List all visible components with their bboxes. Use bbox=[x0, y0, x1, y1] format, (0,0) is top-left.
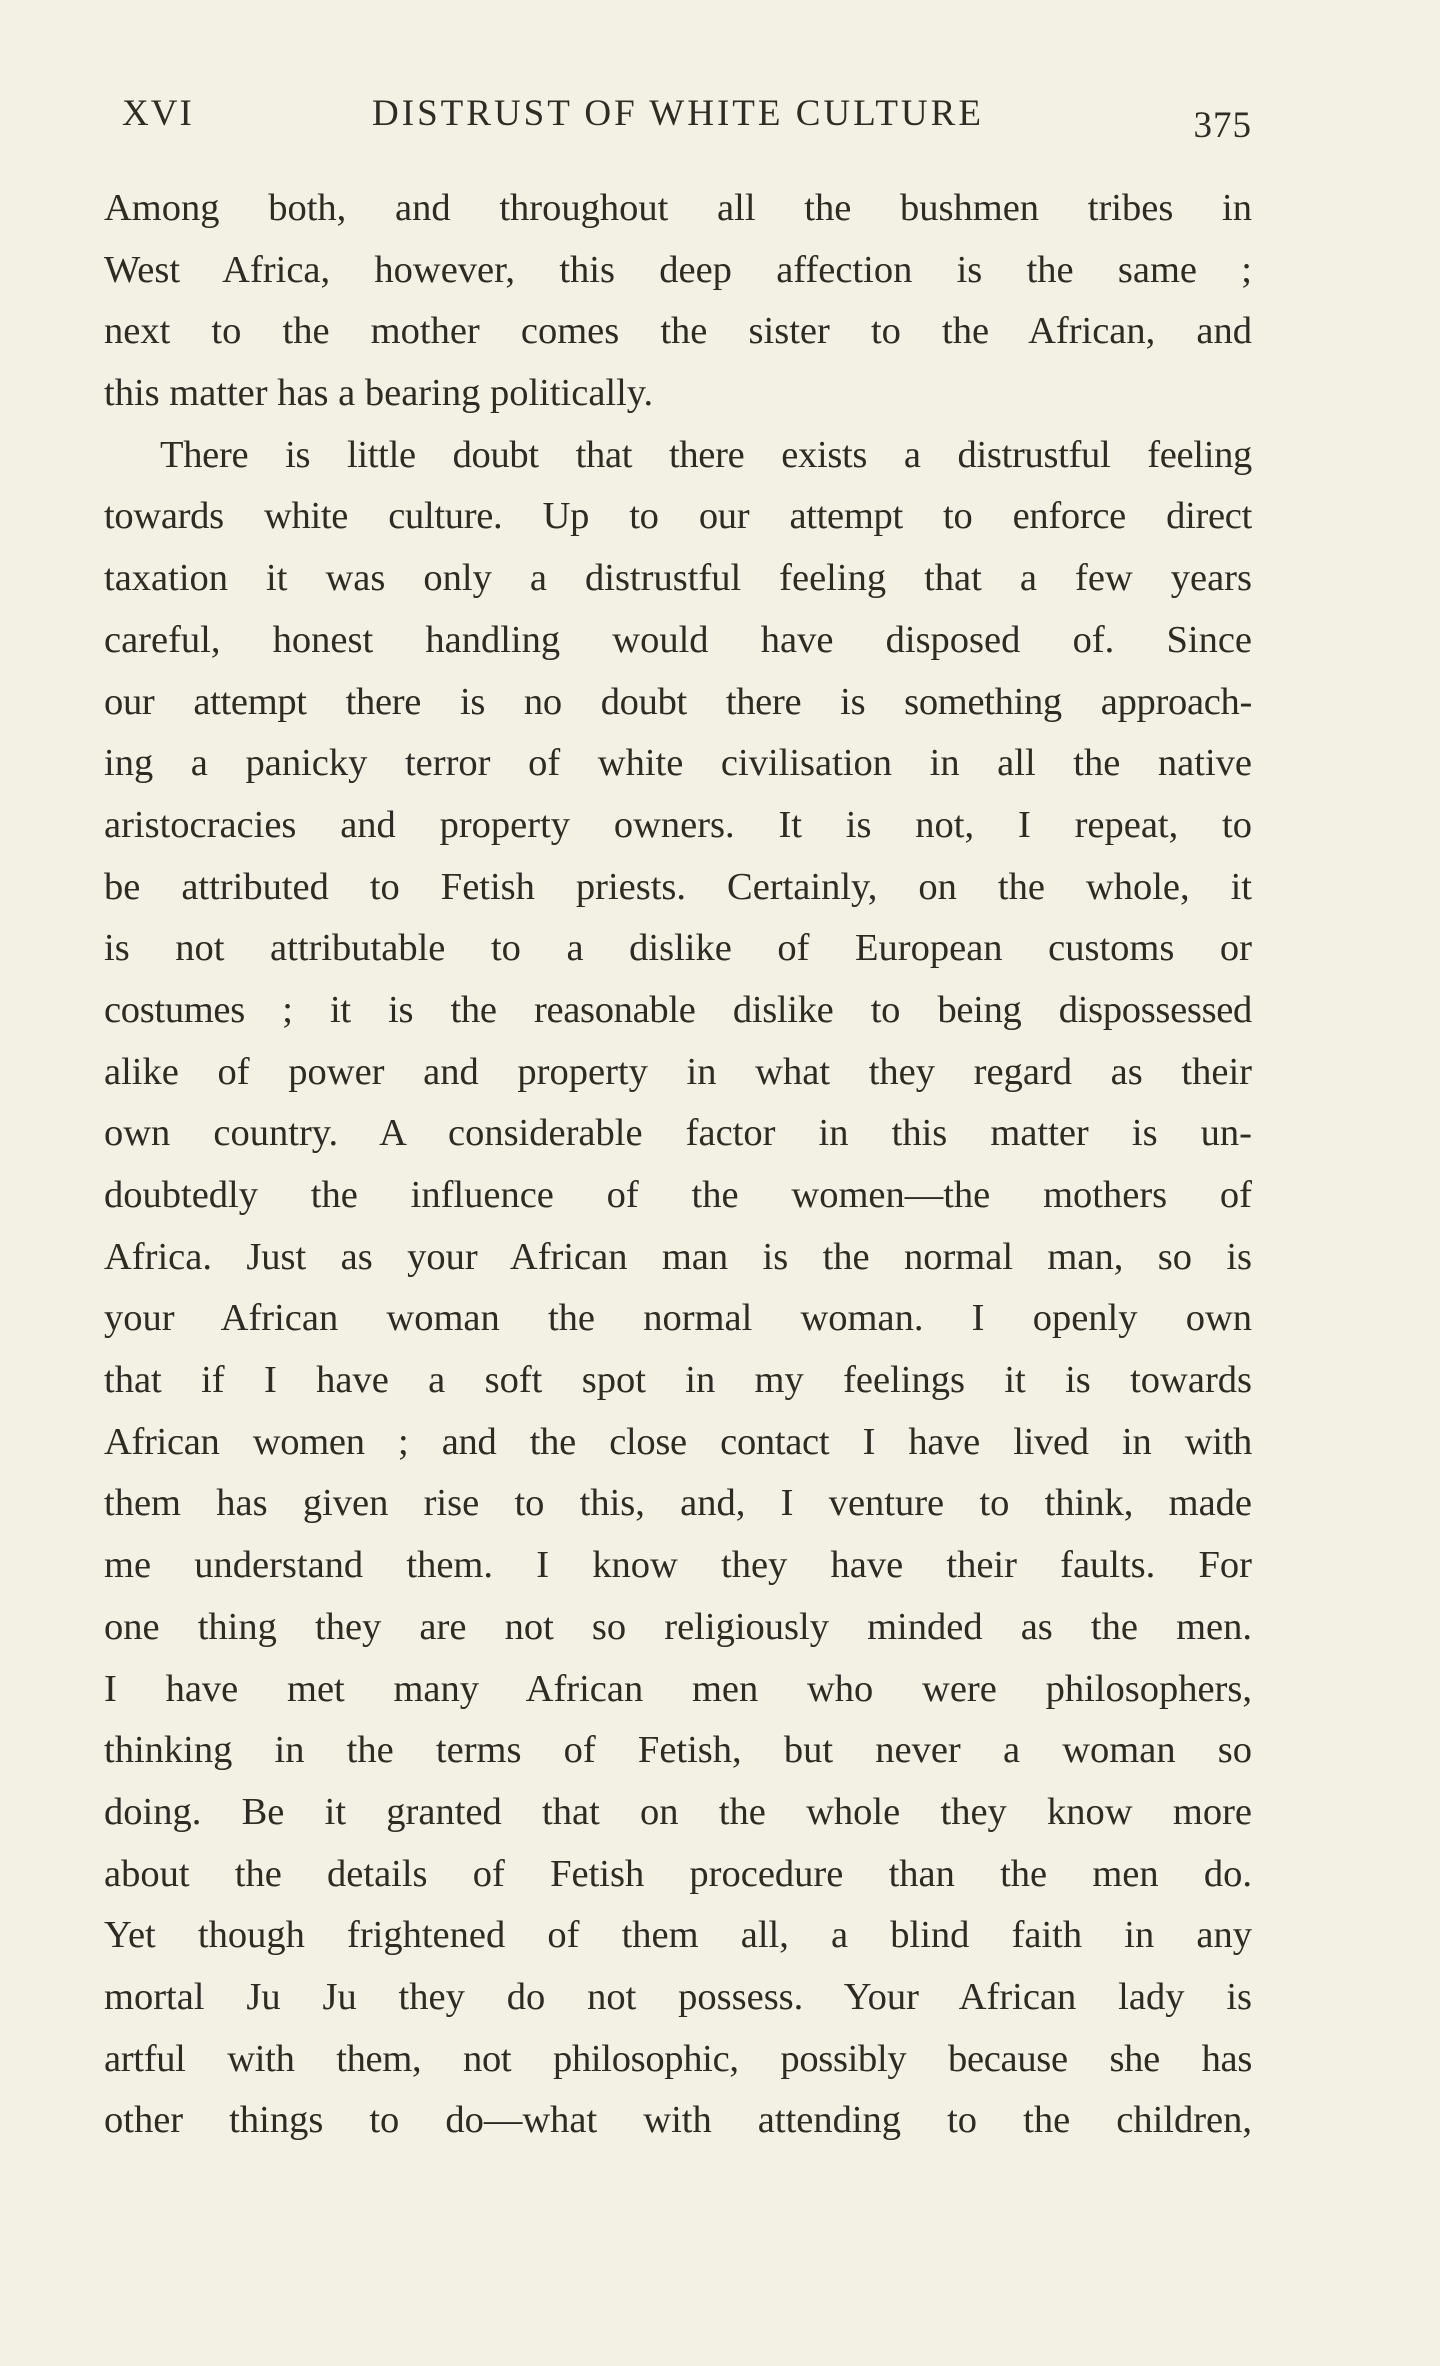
body-text bbox=[104, 178, 1252, 2152]
text-line: doing. Be it granted that on the whole they know more bbox=[104, 1790, 1252, 1833]
text-line: careful, honest handling would have disposed of. Since bbox=[104, 618, 1252, 661]
text-line: next to the mother comes the sister to the African, and bbox=[104, 310, 1252, 353]
text-line: one thing they are not so religiously minded as the men. bbox=[104, 1605, 1252, 1648]
text-line: towards white culture. Up to our attempt to enforce direct bbox=[104, 495, 1252, 538]
text-line: alike of power and property in what they regard as their bbox=[104, 1050, 1252, 1093]
paragraph-first-line: There is little doubt that there exists a distrustful feeling bbox=[160, 433, 1252, 476]
text-line: other things to do—what with attending to the children, bbox=[104, 2099, 1252, 2142]
text-line: own country. A considerable factor in this matter is un- bbox=[104, 1112, 1252, 1155]
text-line: Among both, and throughout all the bushmen tribes in bbox=[104, 187, 1252, 229]
text-line: me understand them. I know they have their faults. For bbox=[104, 1544, 1252, 1587]
chapter-title: DISTRUST OF WHITE CULTURE bbox=[372, 93, 984, 134]
text-line: doubtedly the influence of the women—the mothers of bbox=[104, 1174, 1252, 1216]
text-line: our attempt there is no doubt there is something approach- bbox=[104, 680, 1252, 723]
text-line: that if I have a soft spot in my feelings it is towards bbox=[104, 1359, 1252, 1402]
text-line: them has given rise to this, and, I venture to think, made bbox=[104, 1482, 1252, 1525]
text-line: thinking in the terms of Fetish, but never a woman so bbox=[104, 1729, 1252, 1772]
text-line: ing a panicky terror of white civilisation in all the native bbox=[104, 742, 1252, 785]
text-line: costumes ; it is the reasonable dislike to being dispossessed bbox=[104, 988, 1252, 1031]
text-line: be attributed to Fetish priests. Certainly, on the whole, it bbox=[104, 865, 1252, 908]
text-line: about the details of Fetish procedure than the men do. bbox=[104, 1852, 1252, 1895]
text-line: I have met many African men who were philosophers, bbox=[104, 1667, 1252, 1710]
text-line: African women ; and the close contact I have lived in with bbox=[104, 1420, 1252, 1463]
text-line: aristocracies and property owners. It is not, I repeat, to bbox=[104, 803, 1252, 846]
text-line: West Africa, however, this deep affection is the same ; bbox=[104, 248, 1252, 291]
text-line: is not attributable to a dislike of European customs or bbox=[104, 927, 1252, 970]
text-line: this matter has a bearing politically. bbox=[104, 372, 654, 415]
text-line: your African woman the normal woman. I openly own bbox=[104, 1297, 1252, 1340]
text-line: mortal Ju Ju they do not possess. Your African lady is bbox=[104, 1975, 1252, 2018]
chapter-number: XVI bbox=[122, 93, 194, 134]
text-line: Africa. Just as your African man is the normal man, so is bbox=[104, 1235, 1252, 1278]
text-line: taxation it was only a distrustful feeling that a few years bbox=[104, 557, 1252, 600]
page-number: 375 bbox=[1193, 105, 1252, 146]
running-head bbox=[104, 92, 1252, 146]
text-line: artful with them, not philosophic, possibly because she has bbox=[104, 2037, 1252, 2080]
text-line: Yet though frightened of them all, a blind faith in any bbox=[104, 1914, 1252, 1957]
